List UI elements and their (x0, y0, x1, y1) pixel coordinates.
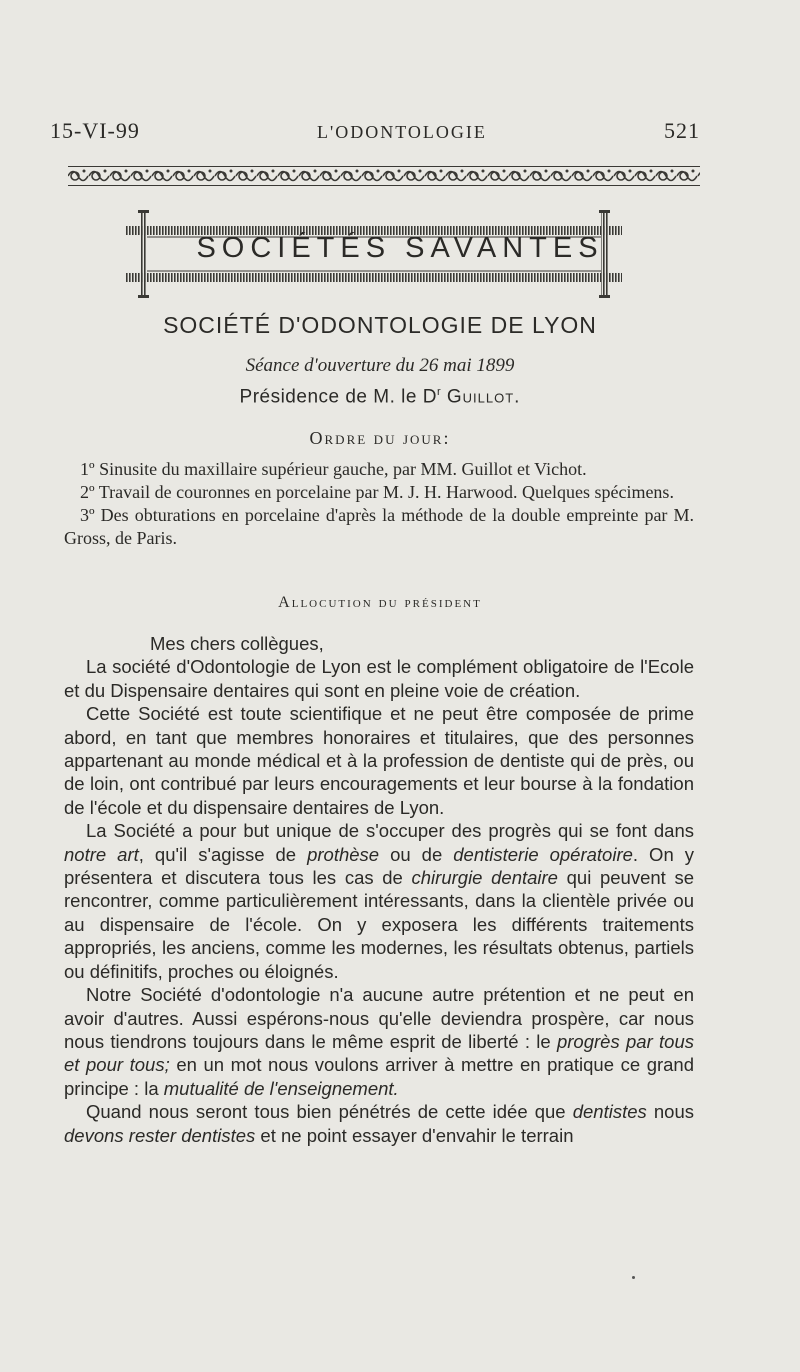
italic-run: dentisterie opératoire (453, 843, 633, 865)
decorative-ornament-band (68, 165, 700, 187)
text-run: . On y présentera et discutera tous les cas de (64, 843, 694, 889)
paper-speck (632, 1276, 635, 1279)
speech-paragraph: La société d'Odontologie de Lyon est le complément obligatoire de l'Ecole et du Dispensaire dentaires qui sont en pleine voie de création. (64, 656, 694, 701)
agenda-list (64, 458, 694, 550)
italic-run: dentistes (572, 1101, 647, 1123)
text-run: Quand nous seront tous bien pénétrés de cette idée que (86, 1101, 573, 1123)
text-run: et ne point essayer d'envahir le terrain (255, 1124, 574, 1146)
text-run: , qu'il s'agisse de (138, 843, 308, 865)
agenda-heading: Ordre du jour: (309, 428, 451, 448)
running-header (50, 118, 700, 144)
italic-run: prothèse (307, 843, 380, 865)
italic-run: chirurgie dentaire (411, 867, 558, 889)
text-run: ou de (379, 843, 454, 865)
italic-run: mutualité de l'enseignement. (163, 1077, 399, 1099)
presidence-superscript: r (436, 386, 442, 398)
society-title: SOCIÉTÉ D'ODONTOLOGIE DE LYON (163, 312, 597, 338)
italic-run: progrès par tous et pour tous; (64, 1030, 694, 1076)
agenda-item: 1º Sinusite du maxillaire supérieur gauche, par MM. Guillot et Vichot. (80, 459, 587, 479)
speech-paragraph: Cette Société est toute scientifique et ne peut être composée de prime abord, en tant que membres honoraires et titulaires, que des personnes appartenant au monde médical et à la profession de dentiste qui de près, ou de loin, ont contribué par leurs encouragements et leur bourse à la fondation de l'école et du dispensaire dentaires de Lyon. (64, 703, 694, 818)
text-run: nous (646, 1101, 694, 1123)
speech-salutation: Mes chers collègues, (150, 633, 324, 654)
president-name: Guillot. (446, 386, 521, 408)
allocution-heading: Allocution du président (278, 594, 482, 611)
text-run: La Société a pour but unique de s'occuper des progrès qui se font dans (86, 820, 694, 842)
speech-paragraph (64, 819, 694, 983)
presidence-line (0, 386, 760, 408)
agenda-item: 3º Des obturations en porcelaine d'après la méthode de la double empreinte par M. Gross, de Paris. (64, 505, 694, 548)
session-subtitle: Séance d'ouverture du 26 mai 1899 (245, 355, 515, 376)
text-run: Notre Société d'odontologie n'a aucune autre prétention et ne peut en avoir d'autres. Aussi espérons-nous qu'elle deviendra prospère, car nous nous tiendrons toujours dans le même esprit de liberté : le (64, 984, 694, 1052)
page-number: 521 (663, 118, 700, 143)
text-run: en un mot nous voulons arriver à mettre en pratique ce grand principe : la (64, 1054, 695, 1099)
italic-run: devons rester dentistes (64, 1124, 256, 1146)
presidence-prefix: Présidence de M. le D (239, 386, 437, 408)
agenda-item: 2º Travail de couronnes en porcelaine par M. J. H. Harwood. Quelques spécimens. (80, 482, 674, 502)
speech-paragraph (64, 1100, 694, 1147)
speech-body (64, 632, 694, 1147)
journal-title: L'ODONTOLOGIE (316, 122, 487, 142)
header-date: 15-VI-99 (50, 118, 140, 143)
speech-paragraph (64, 983, 694, 1100)
text-run: qui peuvent se rencontrer, comme particulièrement intéressants, dans la clientèle privée ou au dispensaire de l'école. On y exposera les différents traitements appropriés, les anciens, comme les modernes, les résultats obtenus, partiels ou définitifs, proches ou éloignés. (64, 867, 695, 982)
italic-run: notre art (64, 843, 139, 865)
section-title: SOCIÉTÉS SAVANTES (196, 232, 604, 264)
